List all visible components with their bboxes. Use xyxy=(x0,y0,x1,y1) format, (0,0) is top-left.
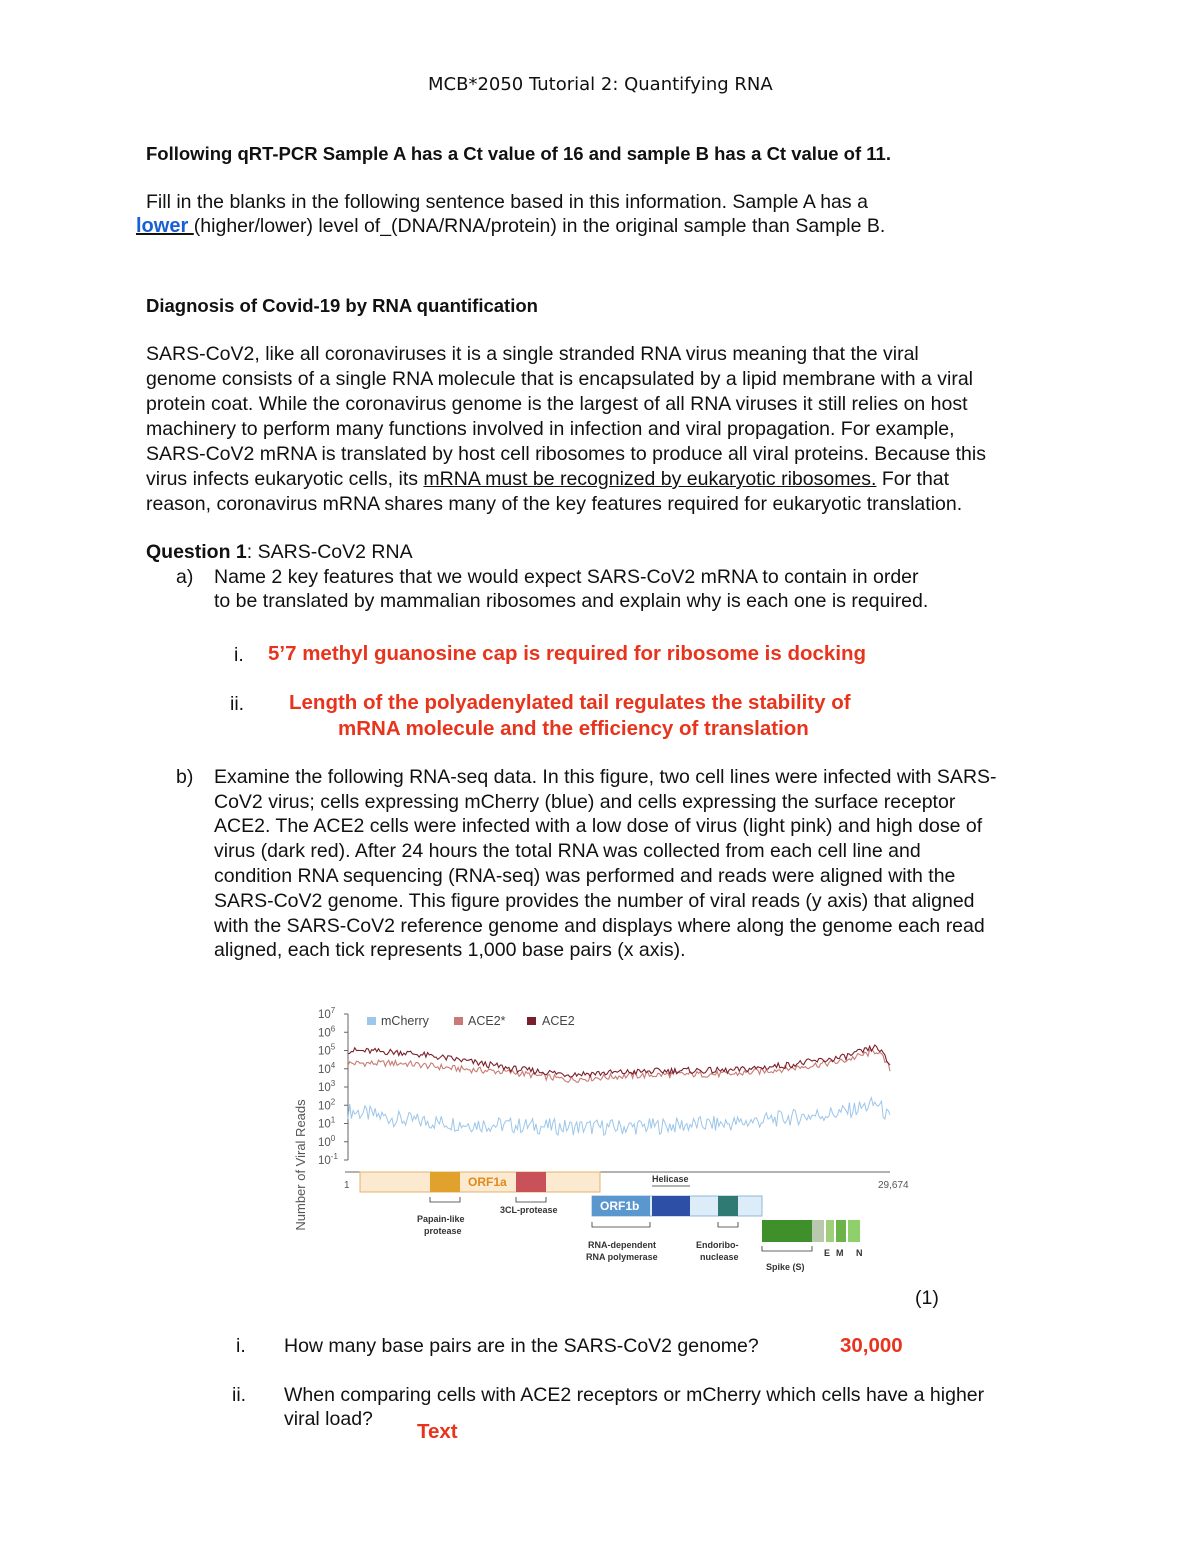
diagnosis-heading: Diagnosis of Covid-19 by RNA quantification xyxy=(146,295,538,316)
question-b-line-5: condition RNA sequencing (RNA-seq) was performed and reads were aligned with the xyxy=(214,865,956,887)
question-a-line-1: Name 2 key features that we would expect SARS-CoV2 mRNA to contain in order xyxy=(214,566,919,588)
fill-line-2: (higher/lower) level of_(DNA/RNA/protein) in the original sample than Sample B. xyxy=(193,215,886,237)
y-tick-label: $10^{-1}$ xyxy=(318,1152,338,1167)
papain-label-line-1: Papain-like xyxy=(417,1214,465,1224)
envelope-gene xyxy=(826,1220,834,1242)
fill-line-2-wrap xyxy=(136,214,885,239)
legend-swatch-mcherry xyxy=(367,1017,376,1025)
3cl-bracket xyxy=(516,1197,546,1202)
helicase-domain xyxy=(652,1196,690,1216)
chart-legend xyxy=(367,1014,575,1028)
series-line-mcherry xyxy=(348,1098,890,1135)
rdrp-label-line-2: RNA polymerase xyxy=(586,1252,658,1262)
e-gene-label: E xyxy=(824,1248,831,1258)
genome-map xyxy=(344,1172,909,1272)
question-a-line-2: to be translated by mammalian ribosomes and explain why is each one is required. xyxy=(214,590,929,612)
spike-label: Spike (S) xyxy=(766,1262,805,1272)
answer-i-text: 5’7 methyl guanosine cap is required for ribosome is docking xyxy=(268,642,867,665)
rdrp-label-line-1: RNA-dependent xyxy=(588,1240,656,1250)
endo-label-line-2: nuclease xyxy=(700,1252,739,1262)
y-tick-label: $10^4$ xyxy=(318,1060,336,1076)
diagnosis-line-6 xyxy=(146,467,949,492)
answer-ii-line-1: Length of the polyadenylated tail regulates the stability of xyxy=(289,691,851,714)
diagnosis-line-6-end: For that xyxy=(876,468,950,490)
answer-i-marker: i. xyxy=(234,644,244,666)
genome-start-label: 1 xyxy=(344,1180,350,1191)
question-1-heading xyxy=(146,540,413,565)
spike-gene xyxy=(762,1220,812,1242)
diagnosis-line-6-start: virus infects eukaryotic cells, its xyxy=(146,468,424,490)
legend-swatch-ace2-low xyxy=(454,1017,463,1025)
genome-end-label: 29,674 xyxy=(878,1180,909,1191)
m-gene-label: M xyxy=(836,1248,844,1258)
y-tick-label: $10^5$ xyxy=(318,1042,336,1058)
gene-block-1 xyxy=(812,1220,824,1242)
y-tick-label: $10^7$ xyxy=(318,1006,336,1021)
question-1-title: : SARS-CoV2 RNA xyxy=(246,541,413,563)
helicase-label: Helicase xyxy=(652,1174,689,1184)
orf1a-label: ORF1a xyxy=(468,1175,507,1189)
papain-protease-domain xyxy=(430,1172,460,1192)
papain-bracket xyxy=(430,1197,460,1202)
rna-seq-figure xyxy=(290,1000,940,1285)
question-b-line-3: ACE2. The ACE2 cells were infected with a low dose of virus (light pink) and high dose of xyxy=(214,815,983,837)
y-tick-label: $10^1$ xyxy=(318,1115,336,1131)
legend-label-ace2-low: ACE2* xyxy=(468,1014,506,1028)
legend-label-ace2-high: ACE2 xyxy=(542,1014,575,1028)
sub-question-i-answer: 30,000 xyxy=(840,1334,903,1357)
sub-question-i-text: How many base pairs are in the SARS-CoV2 genome? xyxy=(284,1335,759,1357)
sub-question-i-marker: i. xyxy=(236,1335,246,1357)
y-tick-label: $10^2$ xyxy=(318,1097,336,1113)
intro-statement: Following qRT-PCR Sample A has a Ct value of 16 and sample B has a Ct value of 11. xyxy=(146,143,891,164)
figure-number: (1) xyxy=(915,1287,939,1309)
question-b-marker: b) xyxy=(176,766,194,788)
rdrp-bracket xyxy=(592,1222,650,1227)
endo-bracket xyxy=(718,1222,738,1227)
series-line-ace2 xyxy=(348,1045,890,1077)
3cl-protease-label: 3CL-protease xyxy=(500,1205,558,1215)
diagnosis-line-6-underlined: mRNA must be recognized by eukaryotic ribosomes. xyxy=(423,468,877,490)
sub-question-ii-marker: ii. xyxy=(232,1384,247,1406)
legend-swatch-ace2-high xyxy=(527,1017,536,1025)
orf1b-label: ORF1b xyxy=(600,1199,640,1213)
question-a-marker: a) xyxy=(176,566,194,588)
diagnosis-line-1: SARS-CoV2, like all coronaviruses it is a single stranded RNA virus meaning that the viral xyxy=(146,343,919,365)
chart-axes xyxy=(318,1006,348,1167)
y-tick-label: $10^3$ xyxy=(318,1079,336,1094)
diagnosis-line-7: reason, coronavirus mRNA shares many of the key features required for eukaryotic translation. xyxy=(146,493,963,515)
question-b-line-4: virus (dark red). After 24 hours the total RNA was collected from each cell line and xyxy=(214,840,921,862)
question-b-line-6: SARS-CoV2 genome. This figure provides the number of viral reads (y axis) that aligned xyxy=(214,890,975,912)
spike-bracket xyxy=(762,1246,812,1251)
question-b-line-2: CoV2 virus; cells expressing mCherry (blue) and cells expressing the surface receptor xyxy=(214,791,956,813)
sub-question-ii-line-2: viral load? xyxy=(284,1408,373,1430)
membrane-gene xyxy=(836,1220,846,1242)
y-tick-label: $10^0$ xyxy=(318,1133,336,1149)
sub-question-ii-line-1: When comparing cells with ACE2 receptors or mCherry which cells have a higher xyxy=(284,1384,985,1406)
endoribonuclease-domain xyxy=(718,1196,738,1216)
3cl-protease-domain xyxy=(516,1172,546,1192)
answer-lower: lower xyxy=(136,215,194,237)
page-title: MCB*2050 Tutorial 2: Quantifying RNA xyxy=(428,74,773,95)
diagnosis-line-4: machinery to perform many functions involved in infection and viral propagation. For example, xyxy=(146,418,955,440)
legend-label-mcherry: mCherry xyxy=(381,1014,429,1028)
nucleocapsid-gene xyxy=(848,1220,860,1242)
question-b-line-8: aligned, each tick represents 1,000 base pairs (x axis). xyxy=(214,939,686,961)
diagnosis-line-3: protein coat. While the coronavirus genome is the largest of all RNA viruses it still relies on host xyxy=(146,393,968,415)
sub-question-ii-answer: Text xyxy=(417,1420,458,1443)
n-gene-label: N xyxy=(856,1248,863,1258)
question-b-line-7: with the SARS-CoV2 reference genome and displays where along the genome each read xyxy=(214,915,985,937)
question-b-line-1: Examine the following RNA-seq data. In this figure, two cell lines were infected with SARS- xyxy=(214,766,997,788)
y-axis-label: Number of Viral Reads xyxy=(293,1099,308,1231)
endo-label-line-1: Endoribo- xyxy=(696,1240,739,1250)
diagnosis-line-2: genome consists of a single RNA molecule that is encapsulated by a lipid membrane with a viral xyxy=(146,368,974,390)
y-tick-label: $10^6$ xyxy=(318,1024,336,1040)
answer-ii-line-2: mRNA molecule and the efficiency of translation xyxy=(338,717,809,740)
fill-line-1: Fill in the blanks in the following sentence based in this information. Sample A has a xyxy=(146,191,868,213)
question-1-label: Question 1 xyxy=(146,541,247,563)
diagnosis-line-5: SARS-CoV2 mRNA is translated by host cell ribosomes to produce all viral proteins. Because this xyxy=(146,443,986,465)
papain-label-line-2: protease xyxy=(424,1226,462,1236)
answer-ii-marker: ii. xyxy=(230,693,245,715)
chart-series xyxy=(348,1045,890,1135)
